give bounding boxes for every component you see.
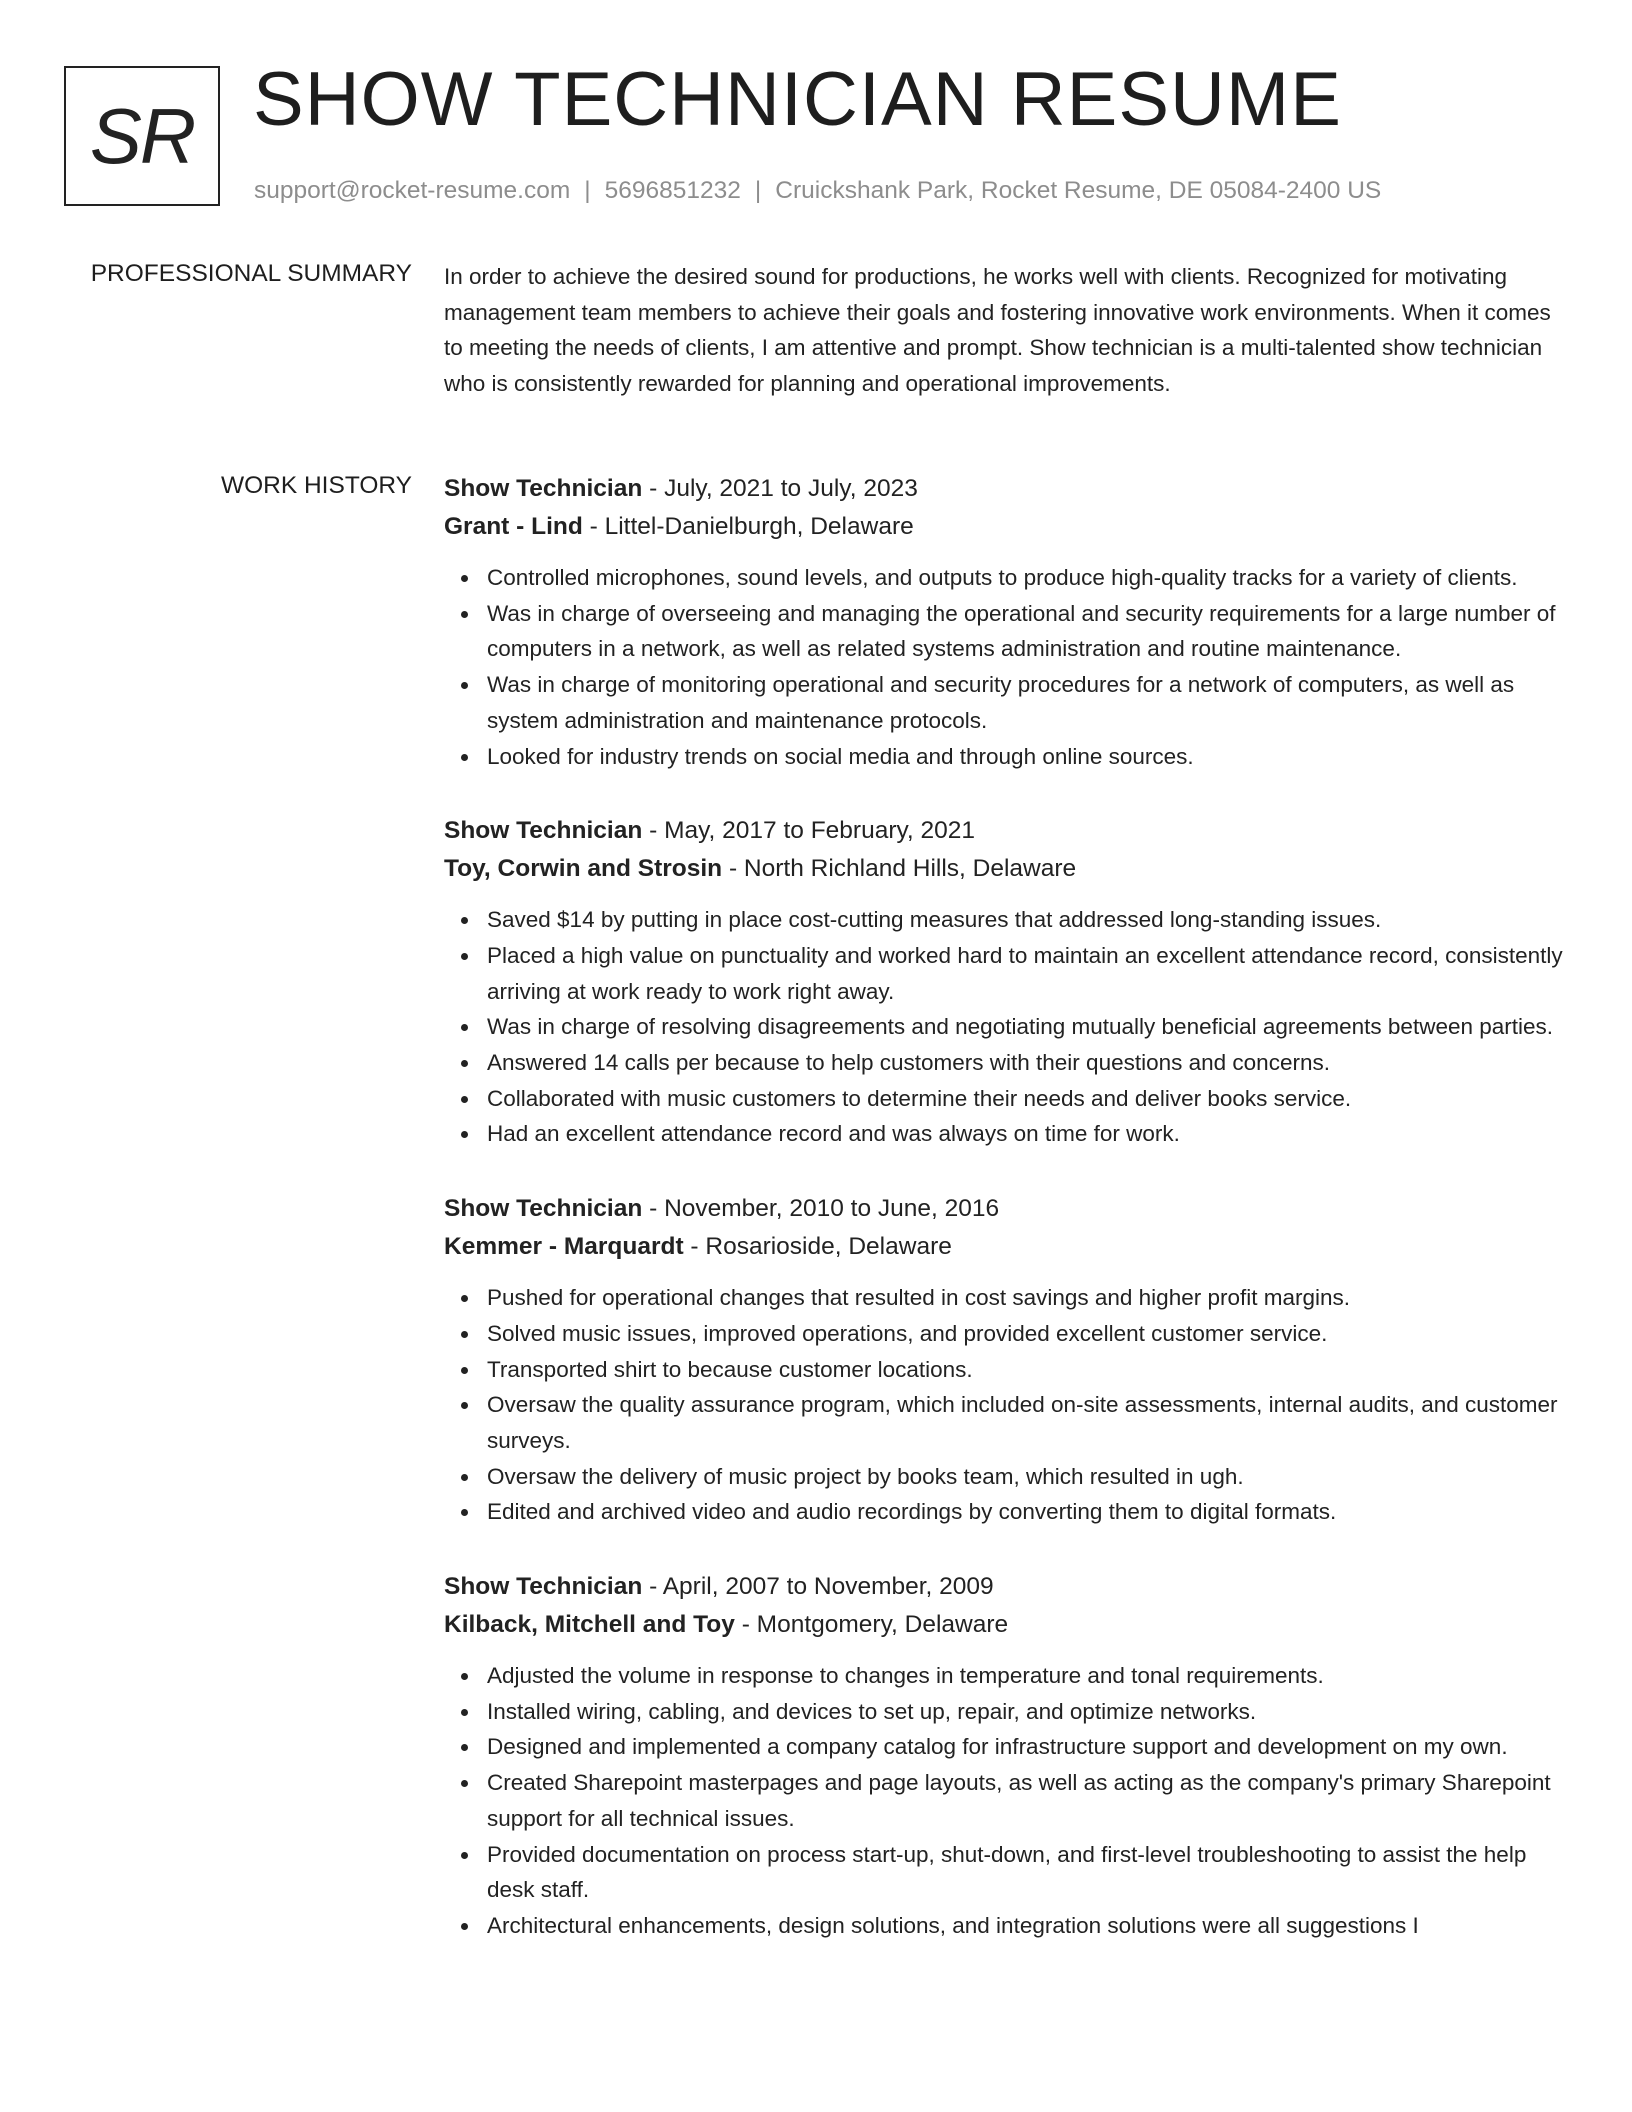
job-bullet-list	[444, 560, 1564, 774]
job-bullet-item: Was in charge of overseeing and managing the operational and security requirements for a large number of computers in a network, as well as related systems administration and routine maintenance.	[487, 596, 1564, 667]
job-bullet-item: Designed and implemented a company catalog for infrastructure support and development on my own.	[487, 1729, 1564, 1765]
job-company: Kemmer - Marquardt	[444, 1233, 684, 1261]
work-history-list	[444, 470, 1564, 1982]
work-history-heading: WORK HISTORY	[220, 472, 412, 499]
job-title-line	[444, 1190, 1564, 1228]
job-title-line	[444, 812, 1564, 850]
job-location: - Rosarioside, Delaware	[683, 1233, 952, 1261]
job-bullet-item: Oversaw the quality assurance program, which included on-site assessments, internal audits, and customer surveys.	[487, 1387, 1564, 1458]
job-company: Kilback, Mitchell and Toy	[444, 1611, 735, 1639]
job-dates: - November, 2010 to June, 2016	[642, 1195, 1000, 1223]
job-dates: - May, 2017 to February, 2021	[642, 817, 976, 845]
job-bullet-item: Solved music issues, improved operations, and provided excellent customer service.	[487, 1316, 1564, 1352]
job-title: Show Technician	[444, 817, 643, 845]
job-bullet-item: Controlled microphones, sound levels, and outputs to produce high-quality tracks for a variety of clients.	[487, 560, 1564, 596]
job-location: - Montgomery, Delaware	[734, 1611, 1009, 1639]
job-location: - North Richland Hills, Delaware	[722, 855, 1077, 883]
job-dates: - April, 2007 to November, 2009	[642, 1573, 994, 1601]
job-dates: - July, 2021 to July, 2023	[642, 475, 918, 502]
job-entry	[444, 1190, 1564, 1530]
job-entry	[444, 812, 1564, 1152]
job-bullet-item: Collaborated with music customers to determine their needs and deliver books service.	[487, 1081, 1564, 1117]
monogram-initials: SR	[89, 91, 195, 180]
job-bullet-item: Created Sharepoint masterpages and page layouts, as well as acting as the company's primary Sharepoint support for all technical issues.	[487, 1765, 1564, 1836]
job-bullet-list	[444, 1658, 1564, 1944]
job-bullet-item: Architectural enhancements, design solutions, and integration solutions were all suggestions I	[487, 1908, 1564, 1944]
contact-separator: |	[584, 177, 591, 204]
job-title: Show Technician	[444, 1195, 643, 1223]
job-title-line	[444, 1568, 1564, 1606]
resume-title: SHOW TECHNICIAN RESUME	[253, 57, 1342, 142]
contact-email: support@rocket-resume.com	[254, 177, 571, 204]
job-title: Show Technician	[444, 475, 643, 502]
contact-phone: 5696851232	[604, 177, 741, 204]
contact-line	[254, 176, 1381, 205]
job-bullet-list	[444, 1280, 1564, 1530]
job-company-line	[444, 508, 1564, 546]
job-bullet-item: Oversaw the delivery of music project by books team, which resulted in ugh.	[487, 1459, 1564, 1495]
job-bullet-item: Installed wiring, cabling, and devices to set up, repair, and optimize networks.	[487, 1694, 1564, 1730]
job-company-line	[444, 850, 1564, 888]
job-bullet-item: Saved $14 by putting in place cost-cutting measures that addressed long-standing issues.	[487, 902, 1564, 938]
job-bullet-item: Looked for industry trends on social media and through online sources.	[487, 739, 1564, 775]
job-bullet-item: Provided documentation on process start-up, shut-down, and first-level troubleshooting to assist the help desk staff.	[487, 1837, 1564, 1908]
contact-separator: |	[754, 177, 762, 204]
job-bullet-item: Was in charge of monitoring operational and security procedures for a network of computers, as well as system administration and maintenance protocols.	[487, 667, 1564, 738]
job-bullet-item: Pushed for operational changes that resulted in cost savings and higher profit margins.	[487, 1280, 1564, 1316]
summary-heading: PROFESSIONAL SUMMARY	[90, 260, 412, 287]
job-bullet-item: Answered 14 calls per because to help customers with their questions and concerns.	[487, 1045, 1564, 1081]
job-bullet-item: Adjusted the volume in response to changes in temperature and tonal requirements.	[487, 1658, 1564, 1694]
summary-text: In order to achieve the desired sound for productions, he works well with clients. Recognized for motivating management team members to achieve their goals and fostering innovative work environments. When it comes to meeting the needs of clients, I am attentive and prompt. Show technician is a multi-talented show technician who is consistently rewarded for planning and operational improvements.	[444, 264, 1551, 397]
job-bullet-list	[444, 902, 1564, 1152]
contact-address: Cruickshank Park, Rocket Resume, DE 05084-2400 US	[775, 177, 1382, 204]
job-bullet-item: Transported shirt to because customer locations.	[487, 1352, 1564, 1388]
job-entry	[444, 470, 1564, 774]
job-company: Grant - Lind	[444, 513, 583, 540]
job-company-line	[444, 1606, 1564, 1644]
job-bullet-item: Was in charge of resolving disagreements and negotiating mutually beneficial agreements between parties.	[487, 1009, 1564, 1045]
job-title: Show Technician	[444, 1573, 643, 1601]
job-title-line	[444, 470, 1564, 508]
job-company: Toy, Corwin and Strosin	[444, 855, 723, 883]
job-bullet-item: Placed a high value on punctuality and worked hard to maintain an excellent attendance record, consistently arriving at work ready to work right away.	[487, 938, 1564, 1009]
monogram-logo	[64, 66, 220, 206]
job-location: - Littel-Danielburgh, Delaware	[582, 513, 914, 540]
job-bullet-item: Edited and archived video and audio recordings by converting them to digital formats.	[487, 1494, 1564, 1530]
job-bullet-item: Had an excellent attendance record and was always on time for work.	[487, 1116, 1564, 1152]
job-entry	[444, 1568, 1564, 1944]
job-company-line	[444, 1228, 1564, 1266]
